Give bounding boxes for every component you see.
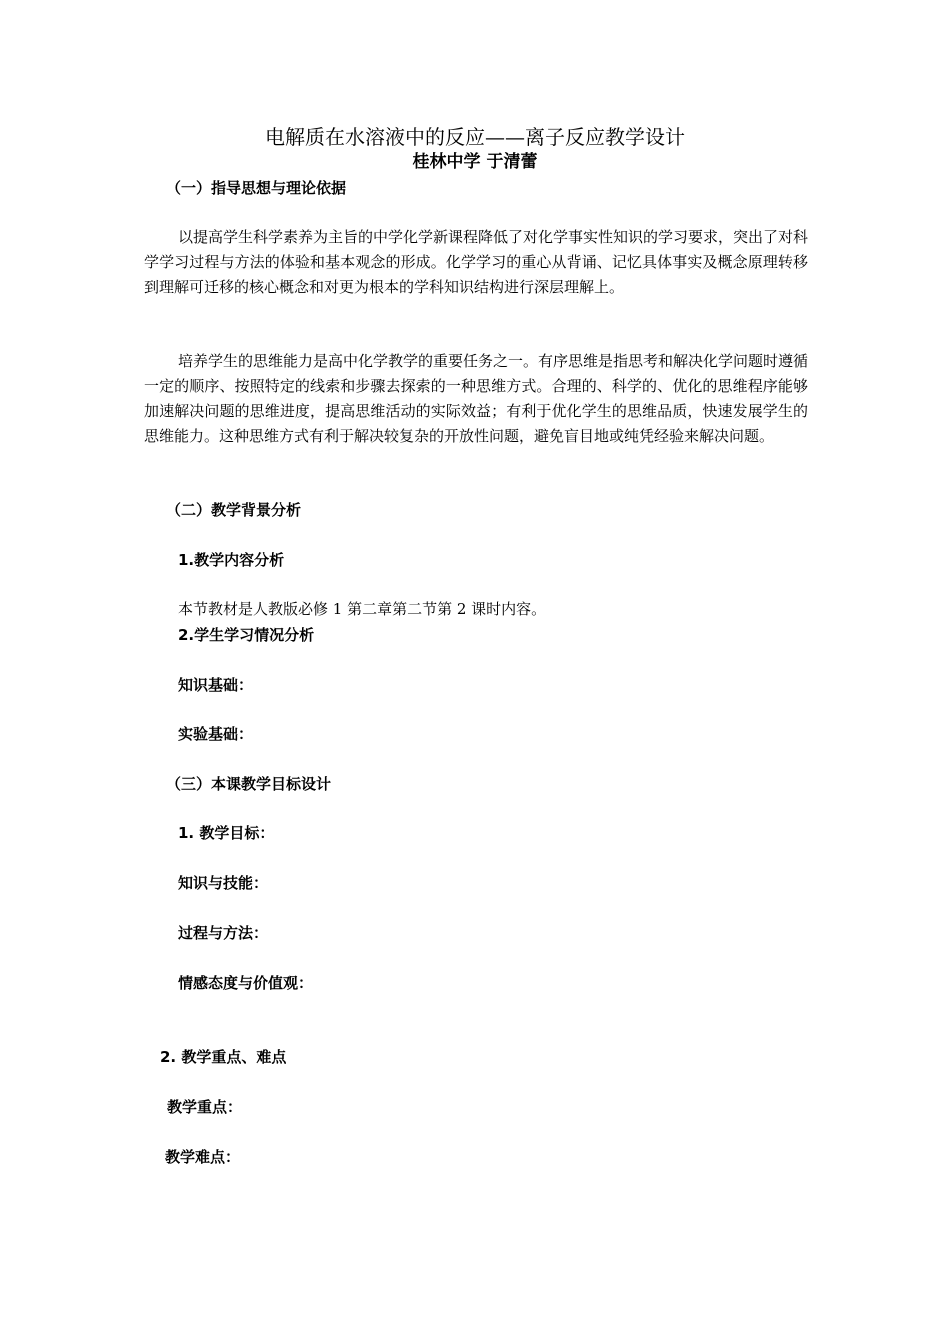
focus-heading: 2. 教学重点、难点: [160, 1048, 287, 1066]
section-heading-1: （一）指导思想与理论依据: [166, 179, 347, 197]
goal-knowledge-label: 知识与技能：: [178, 874, 269, 892]
goal-process-label: 过程与方法：: [178, 924, 269, 942]
paragraph-2: 培养学生的思维能力是高中化学教学的重要任务之一。有序思维是指思考和解决化学问题时遵循一定的顺序、按照特定的线索和步骤去探索的一种思维方式。合理的、科学的、优化的思维程序能够加速解决问题的思维进度，提高思维活动的实际效益；有利于优化学生的思维品质，快速发展学生的思维能力。这种思维方式有利于解决较复杂的开放性问题，避免盲目地或纯凭经验来解决问题。: [144, 352, 809, 445]
teaching-goal-heading: 1. 教学目标：: [178, 824, 275, 842]
experiment-basis-label: 实验基础：: [178, 725, 254, 743]
section-heading-2: （二）教学背景分析: [166, 501, 302, 519]
focus-difficult-label: 教学难点：: [165, 1148, 241, 1166]
teaching-content-text: 本节教材是人教版必修 1 第二章第二节第 2 课时内容。: [178, 600, 547, 618]
subheading-teaching-content: 1.教学内容分析: [178, 551, 285, 569]
document-title: 电解质在水溶液中的反应——离子反应教学设计: [265, 125, 685, 149]
paragraph-1: 以提高学生科学素养为主旨的中学化学新课程降低了对化学事实性知识的学习要求，突出了对科学学习过程与方法的体验和基本观念的形成。化学学习的重心从背诵、记忆具体事实及概念原理转移到理解可迁移的核心概念和对更为根本的学科知识结构进行深层理解上。: [144, 228, 809, 296]
author-line: 桂林中学 于清蕾: [412, 152, 538, 172]
goal-emotion-label: 情感态度与价值观：: [178, 974, 314, 992]
knowledge-basis-label: 知识基础：: [178, 676, 254, 694]
section-heading-3: （三）本课教学目标设计: [166, 775, 332, 793]
subheading-student-analysis: 2.学生学习情况分析: [178, 626, 315, 644]
focus-key-label: 教学重点：: [167, 1098, 243, 1116]
